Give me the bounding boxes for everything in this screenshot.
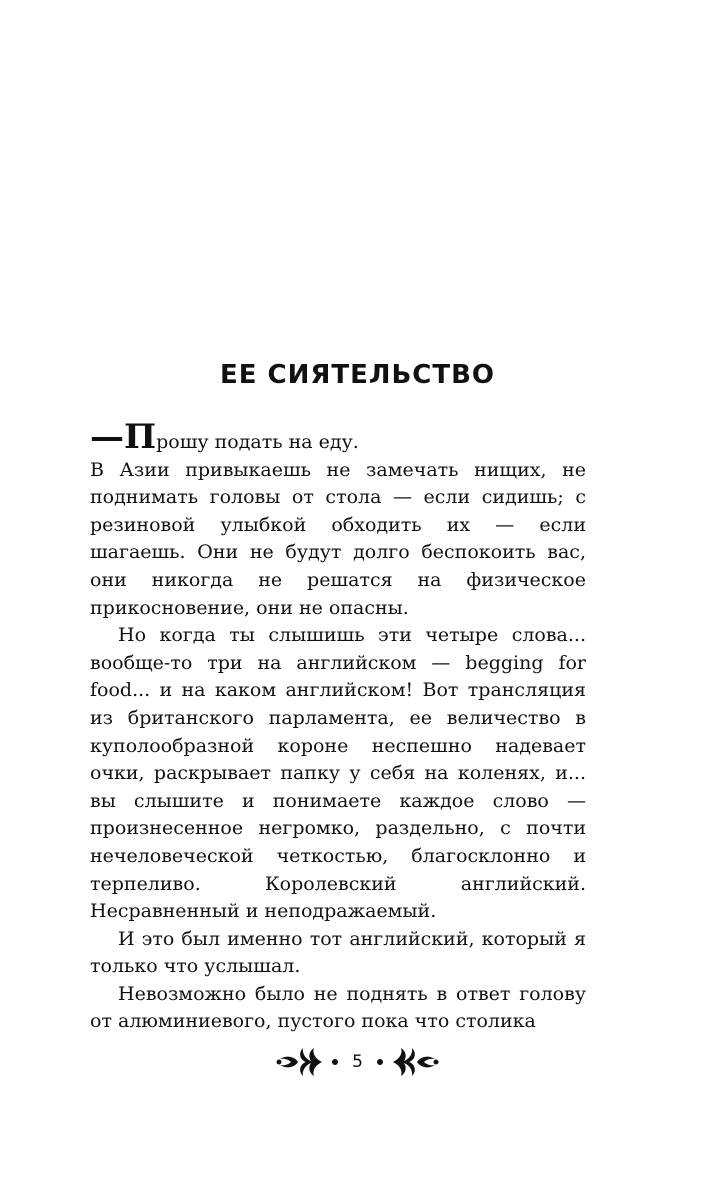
paragraph-1: В Азии привыкаешь не замечать нищих, не поднимать головы от стола — если сидишь; с резиновой улыбкой обходить их — если шагаешь. Они не будут долго беспокоить вас, они никогда не решатся на физическое прикосновение, они не опасны. (90, 458, 586, 619)
page-footer (0, 1040, 715, 1084)
paragraph-2: Но когда ты слышишь эти четыре слова... вообще-то три на английском — begging for food... и на каком английском! Вот трансляция из британского парламента, ее величество в куполообразной короне неспешно надевает очки, раскрывает папку у себя на коленях, и... вы слышите и понимаете каждое слово — произнесенное негромко, раздельно, с почти нечеловеческой четкостью, благосклонно и терпеливо. Королевский английский. Несравненный и неподражаемый. (90, 624, 586, 923)
fleur-ornament-left-icon (276, 1042, 324, 1082)
fleur-ornament-right-icon (391, 1042, 439, 1082)
page-number: 5 (352, 1052, 363, 1072)
opening-paragraph (90, 417, 586, 457)
separator-dot-left (332, 1059, 338, 1065)
paragraph-4: Невозможно было не поднять в ответ голову от алюминиевого, пустого пока что столика (90, 982, 586, 1033)
paragraph-3: И это был именно тот английский, который я только что услышал. (90, 927, 586, 978)
separator-dot-right (377, 1059, 383, 1065)
drop-cap: —П (90, 417, 157, 457)
opening-line-text: рошу подать на еду. (156, 431, 359, 453)
body-text (90, 417, 586, 1036)
chapter-title: ЕЕ СИЯТЕЛЬСТВО (219, 360, 496, 390)
